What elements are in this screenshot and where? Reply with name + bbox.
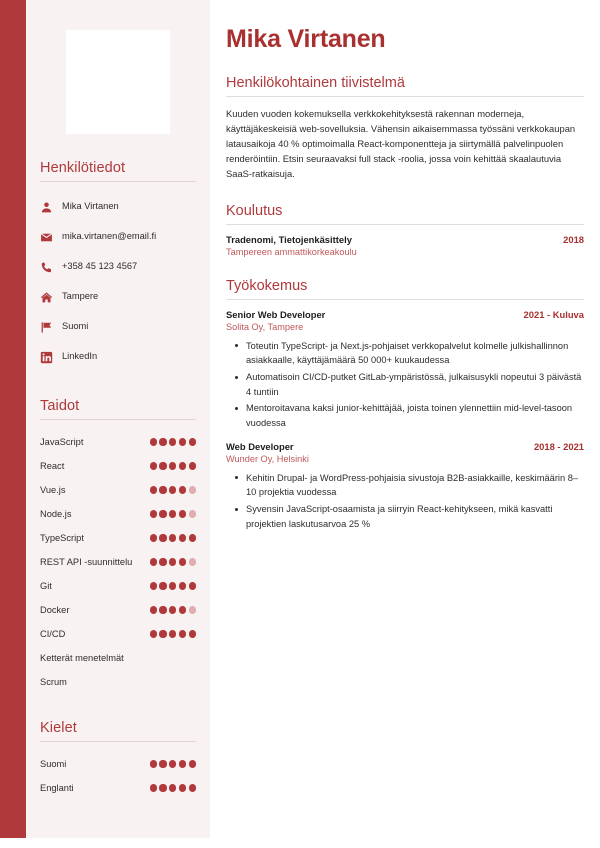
- rating-dot: [189, 582, 196, 589]
- rating-dot: [169, 606, 176, 613]
- language-label: Englanti: [40, 783, 74, 793]
- skill-label: JavaScript: [40, 437, 84, 447]
- accent-bar: [0, 0, 26, 838]
- sidebar-heading-contact: Henkilötiedot: [40, 160, 126, 176]
- rating-dot: [179, 486, 186, 493]
- skill-row: [40, 526, 196, 550]
- rating-dots: [150, 630, 196, 637]
- summary-text: Kuuden vuoden kokemuksella verkkokehityksestä rakennan moderneja, käyttäjäkeskeisiä web-sovelluksia. Vähensin aikaisemmassa työssäni verkkokaupan latausaikoja 40 % optimoimalla React-komponentteja ja siirtymällä palvelinpuolen renderöintiin. Etsin seuraavaksi full stack -roolia, jossa voin kehittää skaalautuvia SaaS-ratkaisuja.: [226, 107, 576, 180]
- skill-label: Vue.js: [40, 485, 66, 495]
- rating-dot: [159, 784, 166, 791]
- education-list: [226, 234, 584, 257]
- rating-dots: [150, 438, 196, 445]
- rating-dot: [189, 784, 196, 791]
- rating-dot: [169, 462, 176, 469]
- sidebar-heading-skills: Taidot: [40, 398, 80, 414]
- contact-value: Suomi: [62, 321, 89, 332]
- rating-dot: [150, 606, 157, 613]
- main-content: [210, 0, 600, 838]
- language-row: [40, 776, 196, 800]
- experience-bullets: [226, 339, 584, 431]
- phone-icon: [40, 261, 62, 274]
- rating-dot: [150, 582, 157, 589]
- contact-row[interactable]: [40, 222, 196, 252]
- rating-dot: [179, 438, 186, 445]
- rating-dots: [150, 534, 196, 541]
- rating-dot: [179, 630, 186, 637]
- rating-dot: [169, 534, 176, 541]
- skill-label: CI/CD: [40, 629, 66, 639]
- divider-experience: [226, 299, 584, 300]
- rating-dot: [150, 760, 157, 767]
- rating-dot: [189, 606, 196, 613]
- rating-dot: [159, 534, 166, 541]
- experience-entry-header: [226, 441, 584, 452]
- experience-bullets: [226, 471, 584, 532]
- experience-bullet: Syvensin JavaScript-osaamista ja siirryin React-kehitykseen, mikä kasvatti projektien laskutusarvoa 25 %: [246, 502, 584, 531]
- education-degree: Tradenomi, Tietojenkäsittely: [226, 233, 352, 245]
- experience-title: Web Developer: [226, 440, 294, 452]
- skill-row: [40, 454, 196, 478]
- rating-dot: [169, 582, 176, 589]
- skill-label: React: [40, 461, 65, 471]
- rating-dot: [159, 760, 166, 767]
- experience-company: Wunder Oy, Helsinki: [226, 453, 309, 464]
- divider-summary: [226, 96, 584, 97]
- skill-label: REST API -suunnittelu: [40, 557, 133, 567]
- rating-dot: [179, 510, 186, 517]
- rating-dot: [169, 558, 176, 565]
- page-title: Mika Virtanen: [226, 25, 386, 53]
- rating-dot: [159, 630, 166, 637]
- contact-row[interactable]: [40, 312, 196, 342]
- experience-bullet: Kehitin Drupal- ja WordPress-pohjaisia sivustoja B2B-asiakkaille, keskimäärin 8–10 projektia vuodessa: [246, 471, 584, 500]
- education-institution: Tampereen ammattikorkeakoulu: [226, 246, 357, 257]
- contact-value: Mika Virtanen: [62, 201, 119, 212]
- person-icon: [40, 201, 62, 214]
- rating-dots: [150, 558, 196, 565]
- rating-dot: [159, 462, 166, 469]
- rating-dot: [150, 558, 157, 565]
- skill-row: [40, 622, 196, 646]
- contact-row[interactable]: [40, 282, 196, 312]
- contact-row[interactable]: [40, 252, 196, 282]
- rating-dot: [159, 438, 166, 445]
- skill-row: [40, 478, 196, 502]
- home-icon: [40, 291, 62, 304]
- rating-dot: [189, 462, 196, 469]
- sidebar: [26, 0, 210, 838]
- experience-title: Senior Web Developer: [226, 308, 326, 320]
- contact-value: Tampere: [62, 291, 99, 302]
- rating-dot: [189, 510, 196, 517]
- rating-dot: [159, 606, 166, 613]
- rating-dot: [169, 760, 176, 767]
- divider-languages: [40, 741, 196, 742]
- experience-list: [226, 309, 584, 532]
- rating-dot: [169, 630, 176, 637]
- divider-education: [226, 224, 584, 225]
- rating-dot: [150, 534, 157, 541]
- skill-label: Ketterät menetelmät: [40, 653, 124, 663]
- experience-date: 2021 - Kuluva: [523, 308, 584, 320]
- rating-dot: [189, 534, 196, 541]
- section-heading-education: Koulutus: [226, 202, 283, 219]
- rating-dot: [159, 582, 166, 589]
- profile-photo-placeholder: [66, 30, 170, 134]
- experience-entry: [226, 309, 584, 431]
- rating-dot: [179, 558, 186, 565]
- skill-row: [40, 502, 196, 526]
- flag-icon: [40, 321, 62, 334]
- linkedin-icon: [40, 351, 62, 364]
- rating-dot: [169, 438, 176, 445]
- education-entry: [226, 234, 584, 257]
- rating-dot: [150, 630, 157, 637]
- language-label: Suomi: [40, 759, 67, 769]
- rating-dot: [189, 438, 196, 445]
- rating-dot: [179, 784, 186, 791]
- skill-row: [40, 670, 196, 694]
- experience-bullet: Mentoroitavana kaksi junior-kehittäjää, joista toinen ylennettiin mid-level-tasoon vuodessa: [246, 401, 584, 430]
- rating-dots: [150, 582, 196, 589]
- education-entry-header: [226, 234, 584, 245]
- languages-list: [40, 752, 196, 800]
- skill-row: [40, 574, 196, 598]
- rating-dots: [150, 486, 196, 493]
- experience-bullet: Automatisoin CI/CD-putket GitLab-ympäristössä, julkaisusykli nopeutui 3 päivästä 4 tuntiin: [246, 370, 584, 399]
- rating-dot: [169, 784, 176, 791]
- skill-row: [40, 430, 196, 454]
- divider-contact: [40, 181, 196, 182]
- section-heading-experience: Työkokemus: [226, 277, 308, 294]
- rating-dot: [159, 558, 166, 565]
- skill-row: [40, 598, 196, 622]
- experience-date: 2018 - 2021: [533, 440, 584, 452]
- contact-list: [40, 192, 196, 372]
- rating-dot: [179, 760, 186, 767]
- contact-row[interactable]: [40, 192, 196, 222]
- experience-company: Solita Oy, Tampere: [226, 321, 304, 332]
- contact-value: mika.virtanen@email.fi: [62, 231, 157, 242]
- rating-dot: [159, 510, 166, 517]
- rating-dot: [189, 486, 196, 493]
- skill-label: Scrum: [40, 677, 67, 687]
- rating-dot: [159, 486, 166, 493]
- education-date: 2018: [563, 233, 584, 245]
- rating-dots: [150, 462, 196, 469]
- rating-dot: [150, 462, 157, 469]
- section-heading-summary: Henkilökohtainen tiivistelmä: [226, 74, 405, 91]
- rating-dots: [150, 760, 196, 767]
- skill-row: [40, 646, 196, 670]
- skills-list: [40, 430, 196, 694]
- rating-dot: [150, 510, 157, 517]
- skill-label: Git: [40, 581, 52, 591]
- skill-label: Docker: [40, 605, 70, 615]
- sidebar-heading-languages: Kielet: [40, 720, 77, 736]
- rating-dot: [179, 582, 186, 589]
- contact-value: LinkedIn: [62, 351, 98, 362]
- rating-dot: [169, 510, 176, 517]
- rating-dot: [150, 784, 157, 791]
- rating-dots: [150, 510, 196, 517]
- rating-dot: [179, 534, 186, 541]
- contact-value: +358 45 123 4567: [62, 261, 138, 272]
- rating-dot: [150, 486, 157, 493]
- rating-dots: [150, 606, 196, 613]
- language-row: [40, 752, 196, 776]
- rating-dots: [150, 784, 196, 791]
- rating-dot: [189, 558, 196, 565]
- skill-label: TypeScript: [40, 533, 84, 543]
- rating-dot: [189, 630, 196, 637]
- skill-row: [40, 550, 196, 574]
- envelope-icon: [40, 231, 62, 244]
- divider-skills: [40, 419, 196, 420]
- experience-entry: [226, 441, 584, 532]
- contact-row[interactable]: [40, 342, 196, 372]
- experience-entry-header: [226, 309, 584, 320]
- experience-bullet: Toteutin TypeScript- ja Next.js-pohjaiset verkkopalvelut kolmelle julkishallinnon asiakkaalle, käyttäjämäärä 50 000+ kuukaudessa: [246, 339, 584, 368]
- skill-label: Node.js: [40, 509, 72, 519]
- rating-dot: [150, 438, 157, 445]
- rating-dot: [189, 760, 196, 767]
- rating-dot: [179, 462, 186, 469]
- rating-dot: [169, 486, 176, 493]
- rating-dot: [179, 606, 186, 613]
